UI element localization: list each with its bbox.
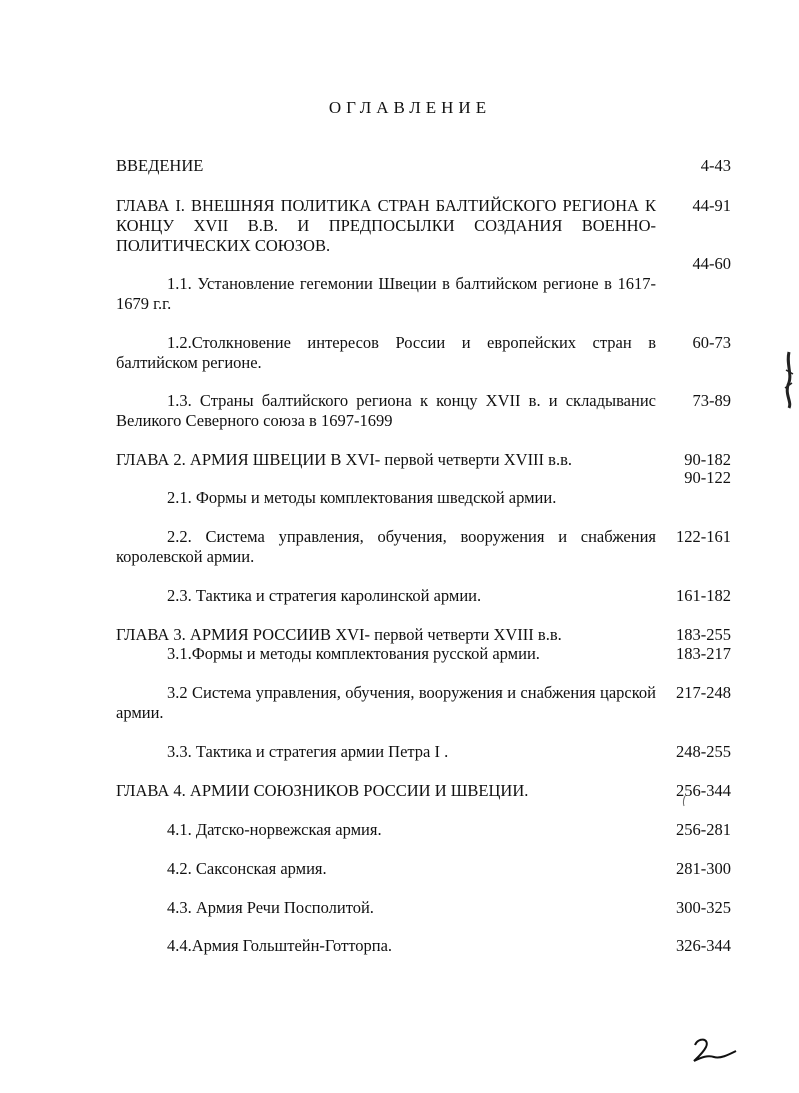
toc-entry-4-3: 4.3. Армия Речи Посполитой. (167, 898, 374, 917)
handwritten-page-number-2 (690, 1035, 740, 1065)
toc-entry-intro: ВВЕДЕНИЕ (116, 156, 204, 175)
toc-pages-1-3: 73-89 (692, 391, 731, 410)
toc-entry-3-1: 3.1.Формы и методы комплектования русской армии. (167, 644, 540, 663)
page-title: ОГЛАВЛЕНИЕ (328, 98, 492, 117)
toc-pages-2-1: 90-122 (684, 468, 731, 487)
toc-pages-4-4: 326-344 (676, 936, 731, 955)
toc-pages-4-3: 300-325 (676, 898, 731, 917)
toc-entry-1-3: 1.3. Страны балтийского региона к концу XVII в. и складываниc Великого Северного союза в 1697-1699 (116, 391, 656, 430)
toc-entry-2-3: 2.3. Тактика и стратегия каролинской армии. (167, 586, 482, 605)
toc-entry-2-2: 2.2. Система управления, обучения, вооружения и снабжения королевской армии. (116, 527, 656, 566)
toc-entry-chapter-1: ГЛАВА I. ВНЕШНЯЯ ПОЛИТИКА СТРАН БАЛТИЙСКОГО РЕГИОНА К КОНЦУ XVII В.В. И ПРЕДПОСЫЛКИ СОЗДАНИЯ ВОЕННО-ПОЛИТИЧЕСКИХ СОЮЗОВ. (116, 196, 656, 255)
toc-pages-1-1: 44-60 (692, 254, 731, 273)
toc-entry-4-2: 4.2. Саксонская армия. (167, 859, 327, 878)
toc-entry-chapter-2: ГЛАВА 2. АРМИЯ ШВЕЦИИ В XVI- первой четверти XVIII в.в. (116, 450, 573, 469)
toc-pages-chapter-1: 44-91 (692, 196, 731, 215)
toc-pages-3-1: 183-217 (676, 644, 731, 663)
toc-pages-chapter-2: 90-182 (684, 450, 731, 469)
toc-entry-4-4: 4.4.Армия Гольштейн-Готторпа. (167, 936, 393, 955)
toc-pages-chapter-3: 183-255 (676, 625, 731, 644)
toc-pages-3-2: 217-248 (676, 683, 731, 702)
toc-pages-1-2: 60-73 (692, 333, 731, 352)
toc-pages-intro: 4-43 (700, 156, 731, 175)
toc-pages-2-2: 122-161 (676, 527, 731, 546)
toc-pages-4-2: 281-300 (676, 859, 731, 878)
pencil-tick-mark (680, 795, 688, 807)
toc-entry-1-2: 1.2.Столкновение интересов России и европейских стран в балтийском регионе. (116, 333, 656, 372)
toc-entry-chapter-3: ГЛАВА 3. АРМИЯ РОССИИВ XVI- первой четверти XVIII в.в. (116, 625, 562, 644)
toc-entry-1-1: 1.1. Установление гегемонии Швеции в балтийском регионе в 1617-1679 г.г. (116, 274, 656, 313)
toc-entry-chapter-4: ГЛАВА 4. АРМИИ СОЮЗНИКОВ РОССИИ И ШВЕЦИИ. (116, 781, 529, 800)
toc-pages-3-3: 248-255 (676, 742, 731, 761)
toc-entry-3-3: 3.3. Тактика и стратегия армии Петра I . (167, 742, 449, 761)
toc-pages-2-3: 161-182 (676, 586, 731, 605)
ink-smudge-mark (780, 350, 798, 410)
toc-entry-4-1: 4.1. Датско-норвежская армия. (167, 820, 382, 839)
toc-pages-chapter-4: 256-344 (676, 781, 731, 800)
toc-pages-4-1: 256-281 (676, 820, 731, 839)
toc-entry-2-1: 2.1. Формы и методы комплектования шведской армии. (167, 488, 557, 507)
toc-entry-3-2: 3.2 Система управления, обучения, вооружения и снабжения царской армии. (116, 683, 656, 722)
